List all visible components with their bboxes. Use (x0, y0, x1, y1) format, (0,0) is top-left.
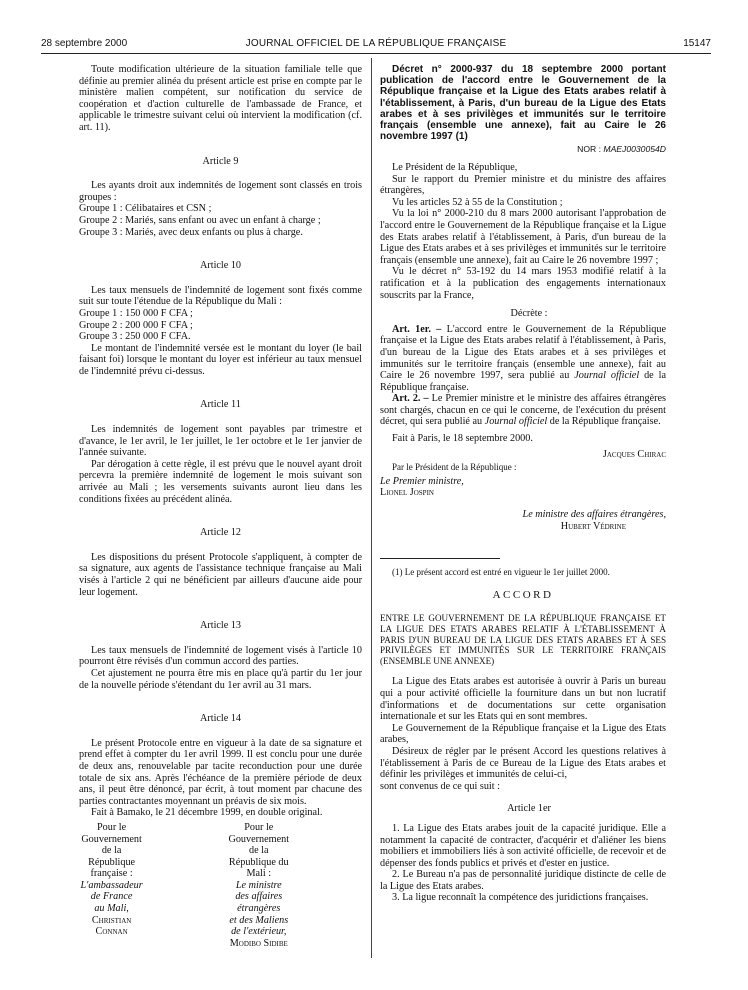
article-text: Le Premier ministre et le ministre des affaires étrangères sont chargés, chacun en ce qui le concerne, de l'exécution du présent décret, qui sera publié au (380, 393, 666, 428)
header-date: 28 septembre 2000 (41, 38, 128, 49)
article-14-paragraph-2: Fait à Bamako, le 21 décembre 1999, en double original. (91, 807, 323, 819)
decret-title: Décret n° 2000-937 du 18 septembre 2000 portant publication de l'accord entre le Gouvernement de la République française et la Ligue des Etats arabes relatif à l'établissement, à Paris, d'un bureau de la Ligue des Etats arabes et à ses privilèges et immunités sur le territoire français (ensemble une annexe), fait au Caire le 26 novembre 1997 (1) (380, 64, 666, 143)
signatory-name: Christian Connan (91, 914, 132, 938)
header-rule (41, 53, 711, 54)
decrete-label: Décrète : (510, 308, 548, 320)
article-10-paragraph-2: Le montant de l'indemnité versée est le montant du loyer (le bail faisant foi) lorsque le montant du loyer est inférieur au taux mensuel de l'indemnité prévu ci-dessus. (79, 342, 362, 377)
article-10-group-2: Groupe 2 : 200 000 F CFA ; (79, 319, 193, 331)
article-9-group-1: Groupe 1 : Célibataires et CSN ; (79, 203, 212, 215)
nor-label: NOR : (577, 144, 602, 155)
article-13-paragraph-2: Cet ajustement ne pourra être mis en place qu'à partir du 1er jour de la nouvelle période s'étendant du 1er avril au 31 mars. (79, 667, 362, 691)
visa-5: Vu le décret n° 53-192 du 14 mars 1953 modifié relatif à la ratification et à la publication des engagements internationaux souscrits par la France, (380, 266, 666, 301)
accord-article-1-point-1: 1. La Ligue des Etats arabes jouit de la capacité juridique. Elle a notamment la capacité de contracter, d'acquérir et d'aliéner les biens mobiliers et immobiliers liés à son activité officielle, de recevoir et de dépenser des fonds publics et privés et d'ester en justice. (380, 822, 666, 869)
decret-article-1 (380, 324, 666, 394)
fait-a-paris: Fait à Paris, le 18 septembre 2000. (392, 433, 533, 445)
accord-article-1-title: Article 1er (507, 803, 551, 815)
signature-line: L'ambassadeur de France (80, 879, 143, 903)
article-10-group-1: Groupe 1 : 150 000 F CFA ; (79, 307, 193, 319)
article-label: Art. 2. – (392, 393, 429, 405)
par-le-president: Par le Président de la République : (392, 462, 517, 473)
article-9-group-2: Groupe 2 : Mariés, sans enfant ou avec un enfant à charge ; (79, 214, 321, 226)
signature-france (79, 822, 215, 950)
right-column (380, 64, 666, 904)
article-text: de la République française. (380, 370, 666, 393)
visa-2: Sur le rapport du Premier ministre et du ministre des affaires étrangères, (380, 173, 666, 197)
accord-article-1-point-3: 3. La ligue reconnaît la compétence des juridictions françaises. (392, 892, 649, 904)
signature-line: de la République du Mali : (228, 845, 289, 880)
article-9-group-3: Groupe 3 : Mariés, avec deux enfants ou plus à charge. (79, 226, 303, 238)
footnote-rule (380, 558, 500, 559)
signature-block (79, 822, 362, 950)
journal-title: JOURNAL OFFICIEL DE LA RÉPUBLIQUE FRANÇAISE (245, 38, 507, 49)
article-11-paragraph-1: Les indemnités de logement sont payables par trimestre et d'avance, le 1er avril, le 1er juillet, le 1er octobre et le 1er janvier de l'année suivante. (79, 424, 362, 459)
article-12-title: Article 12 (199, 527, 242, 539)
article-12-text: Les dispositions du présent Protocole s'appliquent, à compter de sa signature, aux agents de l'assistance technique française au Mali visés à l'article 2 qui ne bénéficient par ailleurs d'aucune aide pour leur logement. (79, 551, 362, 598)
signature-line: Pour le Gouvernement (81, 821, 142, 845)
article-9-title: Article 9 (202, 155, 239, 167)
page-header (41, 38, 711, 52)
visa-4: Vu la loi n° 2000-210 du 8 mars 2000 autorisant l'approbation de l'accord entre le Gouvernement de la République française et la Ligue des Etats arabes relatif à l'établissement, à Paris, d'un bureau de la Ligue des Etats arabes et à ses privilèges et immunités sur le territoire français (ensemble une annexe), fait au Caire le 26 novembre 1997 ; (380, 208, 666, 266)
footnote: (1) Le présent accord est entré en vigueur le 1er juillet 2000. (392, 567, 610, 578)
article-text: de la République française. (547, 416, 661, 428)
intro-paragraph: Toute modification ultérieure de la situation familiale telle que définie au premier alinéa du présent article est prise en compte par le ministère malien compétent, sur notification du service de coopération et d'action culturelle de l'ambassade de France, et applicable le trimestre suivant celui où intervient la modification (cf. art. 11). (79, 64, 362, 133)
visa-3: Vu les articles 52 à 55 de la Constitution ; (392, 196, 563, 208)
accord-paragraph-3: Désireux de régler par le présent Accord les questions relatives à l'établissement à Paris de ce Bureau de la Ligue des Etats arabes et définir les privilèges et immunités de celui-ci, (380, 745, 666, 781)
accord-paragraph-1: La Ligue des Etats arabes est autorisée à ouvrir à Paris un bureau qui a pour activité officielle la fourniture dans un but non lucratif d'informations et de documentations sur cette organisation internationale et sur les Etats qui en sont membres. (380, 676, 666, 723)
article-11-title: Article 11 (200, 399, 241, 411)
signature-mali (226, 822, 362, 950)
journal-officiel-ref: Journal officiel (574, 370, 640, 382)
signature-line: de la République française : (88, 845, 136, 880)
signature-line: des affaires étrangères (235, 891, 283, 915)
column-divider (371, 58, 372, 958)
accord-paragraph-2: Le Gouvernement de la République française et la Ligue des Etats arabes, (380, 722, 666, 746)
accord-paragraph-4: sont convenus de ce qui suit : (380, 780, 500, 792)
article-10-text: Les taux mensuels de l'indemnité de logement sont fixés comme suit sur toute l'étendue de la République du Mali : (79, 284, 362, 308)
left-column (79, 64, 362, 949)
nor-reference (380, 144, 666, 156)
visa-1: Le Président de la République, (392, 162, 518, 174)
decret-article-2 (380, 393, 666, 428)
page-number: 15147 (683, 38, 711, 49)
signatory-name: Modibo Sidibe (229, 937, 288, 949)
article-14-title: Article 14 (199, 713, 242, 725)
article-13-paragraph-1: Les taux mensuels de l'indemnité de logement visés à l'article 10 pourront être révisés d'un commun accord des parties. (79, 644, 362, 668)
article-11-paragraph-2: Par dérogation à cette règle, il est prévu que le nouvel ayant droit percevra la première indemnité de logement le mois suivant son arrivée au Mali ; les versements suivants auront lieu dans les conditions fixées au précédent alinéa. (79, 458, 362, 505)
accord-title: ACCORD (492, 588, 554, 601)
article-10-title: Article 10 (199, 260, 242, 272)
ministre-affaires-etrangeres-title: Le ministre des affaires étrangères, (522, 509, 666, 521)
nor-code: MAEJ0030054D (603, 144, 666, 155)
article-text: L'accord entre le Gouvernement de la République française et la Ligue des Etats arabes relatif à l'établissement, à Paris, d'un bureau de la Ligue des Etats arabes et à ses privilèges et immunités sur le territoire français (ensemble une annexe), fait au Caire le 26 novembre 1997, sera publié au (380, 323, 666, 382)
signature-line: au Mali, (94, 903, 129, 915)
article-10-group-3: Groupe 3 : 250 000 F CFA. (79, 331, 191, 343)
premier-ministre-name: Lionel Jospin (380, 487, 434, 499)
article-14-paragraph-1: Le présent Protocole entre en vigueur à la date de sa signature et prend effet à compter du 1er avril 1999. Il est conclu pour une durée de deux ans, renouvelable par tacite reconduction pour une durée totale de six ans. Après l'échéance de la première période de deux ans, il peut être dénoncé, par écrit, à tout moment par chacune des parties contractantes moyennant un préavis de six mois. (79, 737, 362, 807)
premier-ministre-title: Le Premier ministre, (380, 475, 464, 487)
journal-officiel-ref: Journal officiel (484, 416, 548, 428)
accord-article-1-point-2: 2. Le Bureau n'a pas de personnalité juridique distincte de celle de la Ligue des Etats arabes. (380, 869, 666, 892)
signature-line: Pour le Gouvernement (228, 821, 290, 845)
signature-line: Le ministre (235, 879, 282, 891)
article-9-text: Les ayants droit aux indemnités de logement sont classés en trois groupes : (79, 180, 362, 203)
ministre-affaires-etrangeres-name: Hubert Védrine (560, 520, 626, 532)
article-label: Art. 1er. – (392, 323, 442, 335)
signature-line: et des Maliens de l'extérieur, (229, 914, 289, 938)
article-13-title: Article 13 (199, 620, 242, 632)
president-signature: Jacques Chirac (602, 448, 666, 460)
accord-subtitle: ENTRE LE GOUVERNEMENT DE LA RÉPUBLIQUE FRANÇAISE ET LA LIGUE DES ETATS ARABES RELATIF À L'ÉTABLISSEMENT À PARIS D'UN BUREAU DE LA LIGUE DES ETATS ARABES ET À SES PRIVILÈGES ET IMMUNITÉS SUR LE TERRITOIRE FRANÇAIS (ENSEMBLE UNE ANNEXE) (380, 613, 666, 666)
